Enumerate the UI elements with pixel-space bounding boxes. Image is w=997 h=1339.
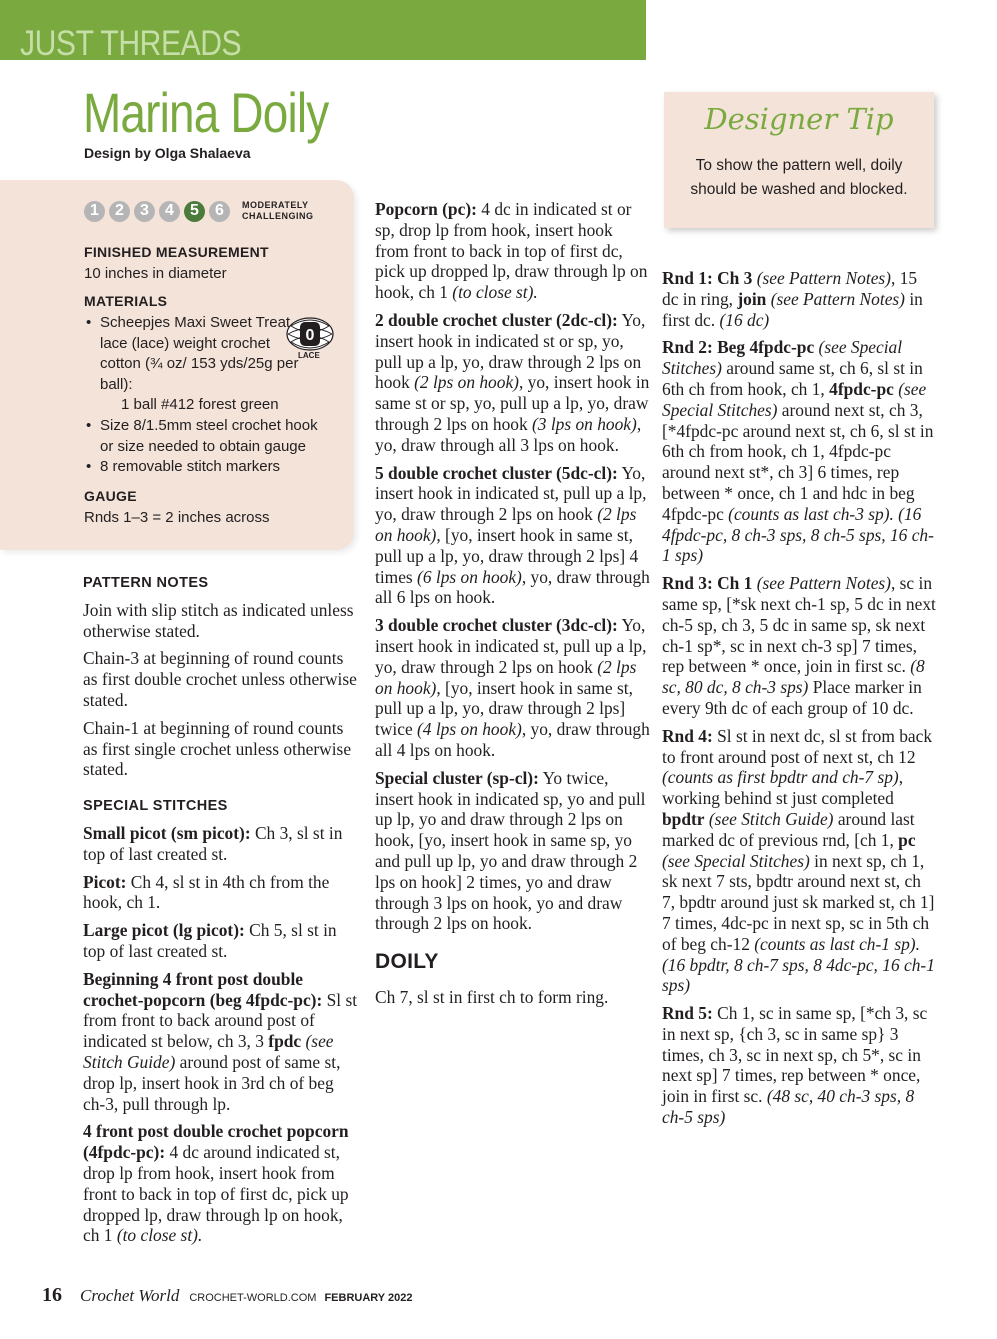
skill-level-5: 5 [184, 201, 205, 222]
page-number: 16 [42, 1284, 62, 1306]
materials-item: • 8 removable stitch markers [84, 457, 332, 478]
issue-date: FEBRUARY 2022 [324, 1292, 413, 1304]
pattern-note: Chain-3 at beginning of round counts as first double crochet unless otherwise stated. [83, 648, 357, 710]
doily-intro: Ch 7, sl st in first ch to form ring. [375, 986, 609, 1007]
designer-tip-box [664, 92, 934, 228]
column-2 [375, 199, 650, 1015]
stitch-popcorn: Popcorn (pc): 4 dc in indicated st or sp, drop lp from hook, insert hook from front to back in top of first dc, pick up dropped lp, draw through lp on hook, ch 1 (to close st). [375, 199, 648, 303]
round-5: Rnd 5: Ch 1, sc in same sp, [*ch 3, sc in next sp, {ch 3, sc in same sp} 3 times, ch 3, sc in next sp, ch 5*, sc in next sp] 7 times, rep between * once, join in first sc. (48 sc, 40 ch-3 sps, 8 ch-5 sps) [662, 1003, 928, 1128]
gauge-heading: GAUGE [84, 488, 137, 504]
designer-tip-title: Designer Tip [704, 102, 894, 136]
stitch-large-picot: Large picot (lg picot): Ch 5, sl st in top of last created st. [83, 920, 337, 961]
yarn-weight-label: LACE [298, 351, 320, 360]
pattern-note: Chain-1 at beginning of round counts as first single crochet unless otherwise stated. [83, 717, 352, 780]
pattern-note: Join with slip stitch as indicated unless otherwise stated. [83, 599, 354, 641]
special-stitches-heading: SPECIAL STITCHES [83, 798, 228, 815]
stitch-4fpdc-pc: 4 front post double crochet popcorn (4fpdc-pc): 4 dc around indicated st, drop lp from hook, insert hook from front to back in top of first dc, pick up dropped lp, draw through lp on hook, ch 1 (to close st). [83, 1121, 349, 1246]
skill-label-line2: CHALLENGING [242, 211, 314, 221]
round-3: Rnd 3: Ch 1 (see Pattern Notes), sc in same sp, [*sk next ch-1 sp, 5 dc in next ch-5 sp, ch 3, 5 dc in same sp, sk next ch-1 sp*, sc in next ch-3 sp] 7 times, rep between * once, join in first sc. (8 sc, 80 dc, 8 ch-3 sps) Place marker in every 9th dc of each group of 10 dc. [662, 573, 936, 718]
stitch-5dc-cl: 5 double crochet cluster (5dc-cl): Yo, insert hook in indicated st, pull up a lp, yo, draw through 2 lps on hook (2 lps on hook), [yo, insert hook in same st, pull up a lp, yo, draw through 2 lps] 4 times (6 lps on hook), yo, draw through all 6 lps on hook. [375, 462, 650, 608]
byline: Design by Olga Shalaeva [84, 145, 251, 161]
skill-label [242, 200, 314, 222]
skill-level-6: 6 [209, 201, 230, 222]
page-footer [42, 1284, 412, 1307]
skill-level-row [84, 200, 314, 222]
stitch-3dc-cl: 3 double crochet cluster (3dc-cl): Yo, insert hook in indicated st, pull up a lp, yo, draw through 2 lps on hook (2 lps on hook), [yo, insert hook in same st, pull up a lp, yo, draw through 2 lps] twice (4 lps on hook), yo, draw through all 4 lps on hook. [375, 615, 650, 760]
page-title: Marina Doily [83, 81, 329, 144]
doily-heading: DOILY [375, 950, 439, 974]
materials-item: • Size 8/1.5mm steel crochet hook or size needed to obtain gauge [84, 416, 332, 457]
column-3 [662, 268, 937, 1135]
finished-heading: FINISHED MEASUREMENT [84, 244, 269, 260]
finished-text: 10 inches in diameter [84, 265, 227, 282]
round-4: Rnd 4: Sl st in next dc, sl st from back to front around post of next st, ch 12 (counts as first bpdtr and ch-7 sp), working behind st just completed bpdtr (see Stitch Guide) around last marked dc of previous rnd, [ch 1, pc (see Special Stitches) in next sp, ch 1, sk next 7 sts, bpdtr around next st, ch 7, bpdtr around just sk marked st, ch 1] 7 times, 4dc-pc in next sp, sc in 5th ch of beg ch-12 (counts as last ch-1 sp). (16 bpdtr, 8 ch-7 sps, 8 4dc-pc, 16 ch-1 sps) [662, 725, 935, 996]
pattern-notes-heading: PATTERN NOTES [83, 575, 209, 591]
yarn-weight-number: 0 [305, 327, 315, 344]
magazine-site: CROCHET-WORLD.COM [189, 1292, 317, 1304]
stitch-picot: Picot: Ch 4, sl st in 4th ch from the hook, ch 1. [83, 871, 330, 913]
round-1: Rnd 1: Ch 3 (see Pattern Notes), 15 dc in ring, join (see Pattern Notes) in first dc. (16 dc) [662, 268, 923, 330]
stitch-small-picot: Small picot (sm picot): Ch 3, sl st in top of last created st. [83, 822, 343, 864]
materials-item: • Scheepjes Maxi Sweet Treat lace (lace) weight crochet cotton (¾ oz/ 153 yds/25g per ball): [84, 313, 300, 395]
materials-heading: MATERIALS [84, 293, 168, 309]
stitch-special-cluster: Special cluster (sp-cl): Yo twice, insert hook in indicated sp, yo and pull up lp, yo and draw through 2 lps on hook, [yo, insert hook in same sp, yo and pull up lp, yo and draw through 2 lps on hook] 2 times, yo and draw through 3 lps on hook, yo and draw through 2 lps on hook. [375, 767, 646, 934]
round-2: Rnd 2: Beg 4fpdc-pc (see Special Stitches) around same st, ch 6, sl st in 6th ch from hook, ch 1, 4fpdc-pc (see Special Stitches) around next st, ch 3, [*4fpdc-pc around next st, ch 6, sl st in 6th ch from hook, ch 1, 4fpdc-pc around next st*, ch 3] 6 times, rep between * once, ch 1 and hdc in beg 4fpdc-pc (counts as last ch-3 sp). (16 4fpdc-pc, 8 ch-3 sps, 8 ch-5 sps, 16 ch-1 sps) [662, 337, 934, 566]
magazine-name: Crochet World [80, 1286, 180, 1305]
materials-item: 1 ball #412 forest green [121, 396, 279, 414]
gauge-text: Rnds 1–3 = 2 inches across [84, 509, 270, 526]
designer-tip-text: To show the pattern well, doily should be washed and blocked. [690, 157, 908, 198]
skill-level-1: 1 [84, 201, 105, 222]
skill-level-4: 4 [159, 201, 180, 222]
skill-level-2: 2 [109, 201, 130, 222]
skill-level-3: 3 [134, 201, 155, 222]
column-1 [83, 573, 358, 1253]
stitch-2dc-cl: 2 double crochet cluster (2dc-cl): Yo, insert hook in indicated st or sp, yo, pull up a lp, yo, draw through 2 lps on hook (2 lps on hook), yo, insert hook in same st or sp, yo, pull up a lp, yo, draw through 2 lps on hook (3 lps on hook), yo, draw through all 3 lps on hook. [375, 309, 650, 455]
stitch-beg-4fpdc-pc: Beginning 4 front post double crochet-popcorn (beg 4fpdc-pc): Sl st from front to back around post of indicated st below, ch 3, 3 fpdc (see Stitch Guide) around post of same st, drop lp, insert hook in 3rd ch of beg ch-3, pull through lp. [83, 968, 358, 1114]
section-tag: JUST THREADS [20, 24, 242, 63]
skill-label-line1: MODERATELY [242, 200, 309, 210]
